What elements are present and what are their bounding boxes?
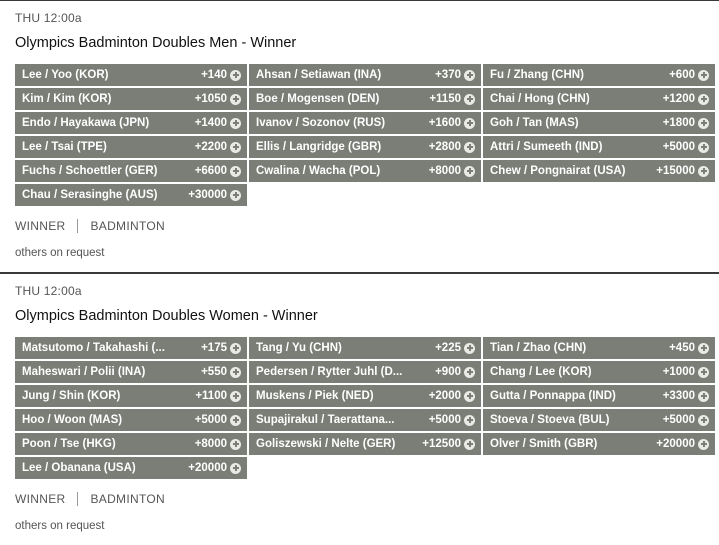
- plus-circle-icon[interactable]: [698, 343, 709, 354]
- outcome-odds: +6600: [194, 165, 227, 177]
- plus-circle-icon[interactable]: [698, 166, 709, 177]
- outcome-selection[interactable]: [249, 385, 483, 409]
- plus-circle-icon[interactable]: [230, 391, 241, 402]
- event-time: THU 12:00a: [15, 284, 82, 298]
- event-tags: [15, 492, 165, 506]
- outcome-selection[interactable]: [249, 337, 483, 361]
- outcome-name: Lee / Yoo (KOR): [22, 69, 109, 81]
- outcome-name: Cwalina / Wacha (POL): [256, 165, 381, 177]
- event-section: [0, 0, 719, 272]
- outcome-price-group: [429, 141, 475, 153]
- plus-circle-icon[interactable]: [464, 343, 475, 354]
- tag-divider: [77, 219, 78, 233]
- outcome-name: Chang / Lee (KOR): [490, 366, 592, 378]
- outcome-price-group: [195, 414, 241, 426]
- outcome-name: Tang / Yu (CHN): [256, 342, 342, 354]
- outcome-price-group: [195, 165, 241, 177]
- outcome-name: Goh / Tan (MAS): [490, 117, 579, 129]
- outcome-grid: [15, 64, 717, 208]
- outcome-price-group: [435, 366, 475, 378]
- outcome-name: Lee / Obanana (USA): [22, 462, 136, 474]
- outcome-selection[interactable]: [483, 64, 717, 88]
- plus-circle-icon[interactable]: [698, 415, 709, 426]
- outcome-price-group: [429, 414, 475, 426]
- outcome-odds: +550: [201, 366, 227, 378]
- outcome-selection[interactable]: [15, 457, 249, 481]
- outcome-selection[interactable]: [249, 112, 483, 136]
- event-section: [0, 272, 719, 544]
- event-time: THU 12:00a: [15, 11, 82, 25]
- event-note: others on request: [15, 520, 105, 532]
- outcome-price-group: [429, 93, 475, 105]
- outcome-odds: +12500: [422, 438, 461, 450]
- outcome-selection[interactable]: [15, 409, 249, 433]
- event-title: Olympics Badminton Doubles Women - Winner: [15, 308, 318, 324]
- outcome-odds: +600: [669, 69, 695, 81]
- outcome-price-group: [663, 93, 709, 105]
- outcome-name: Poon / Tse (HKG): [22, 438, 116, 450]
- outcome-odds: +30000: [188, 189, 227, 201]
- outcome-selection[interactable]: [483, 160, 717, 184]
- outcome-price-group: [435, 342, 475, 354]
- outcome-selection[interactable]: [249, 433, 483, 457]
- outcome-price-group: [429, 390, 475, 402]
- outcome-price-group: [663, 366, 709, 378]
- outcome-price-group: [201, 366, 241, 378]
- outcome-name: Stoeva / Stoeva (BUL): [490, 414, 610, 426]
- outcome-odds: +8000: [428, 165, 461, 177]
- outcome-price-group: [429, 165, 475, 177]
- tag-sport[interactable]: BADMINTON: [90, 219, 165, 233]
- outcome-name: Ivanov / Sozonov (RUS): [256, 117, 386, 129]
- outcome-selection[interactable]: [483, 88, 717, 112]
- plus-circle-icon[interactable]: [698, 367, 709, 378]
- plus-circle-icon[interactable]: [464, 142, 475, 153]
- outcome-price-group: [656, 165, 709, 177]
- outcome-selection[interactable]: [483, 112, 717, 136]
- plus-circle-icon[interactable]: [230, 343, 241, 354]
- outcome-price-group: [663, 390, 709, 402]
- outcome-selection[interactable]: [15, 433, 249, 457]
- outcome-selection[interactable]: [15, 184, 249, 208]
- outcome-price-group: [188, 189, 241, 201]
- tag-sport[interactable]: BADMINTON: [90, 492, 165, 506]
- outcome-selection[interactable]: [483, 361, 717, 385]
- outcome-name: Jung / Shin (KOR): [22, 390, 121, 402]
- outcome-odds: +2200: [194, 141, 227, 153]
- outcome-name: Maheswari / Polii (INA): [22, 366, 146, 378]
- outcome-selection[interactable]: [249, 409, 483, 433]
- outcome-name: Lee / Tsai (TPE): [22, 141, 107, 153]
- outcome-odds: +2800: [428, 141, 461, 153]
- outcome-selection[interactable]: [249, 64, 483, 88]
- outcome-name: Chau / Serasinghe (AUS): [22, 189, 158, 201]
- outcome-selection[interactable]: [483, 385, 717, 409]
- outcome-name: Kim / Kim (KOR): [22, 93, 112, 105]
- plus-circle-icon[interactable]: [230, 94, 241, 105]
- outcome-price-group: [195, 93, 241, 105]
- outcome-name: Gutta / Ponnappa (IND): [490, 390, 616, 402]
- outcome-price-group: [669, 69, 709, 81]
- plus-circle-icon[interactable]: [698, 439, 709, 450]
- plus-circle-icon[interactable]: [230, 166, 241, 177]
- outcome-name: Olver / Smith (GBR): [490, 438, 598, 450]
- plus-circle-icon[interactable]: [464, 391, 475, 402]
- plus-circle-icon[interactable]: [698, 94, 709, 105]
- outcome-name: Fuchs / Schoettler (GER): [22, 165, 158, 177]
- outcome-selection[interactable]: [249, 88, 483, 112]
- plus-circle-icon[interactable]: [698, 391, 709, 402]
- outcome-odds: +225: [435, 342, 461, 354]
- outcome-odds: +1400: [194, 117, 227, 129]
- outcome-odds: +1150: [429, 93, 461, 105]
- plus-circle-icon[interactable]: [464, 367, 475, 378]
- outcome-selection[interactable]: [249, 136, 483, 160]
- outcome-price-group: [435, 69, 475, 81]
- plus-circle-icon[interactable]: [230, 142, 241, 153]
- outcome-name: Chew / Pongnairat (USA): [490, 165, 626, 177]
- outcome-selection[interactable]: [483, 337, 717, 361]
- outcome-odds: +900: [435, 366, 461, 378]
- plus-circle-icon[interactable]: [464, 415, 475, 426]
- outcome-price-group: [422, 438, 475, 450]
- outcome-odds: +5000: [662, 414, 695, 426]
- plus-circle-icon[interactable]: [230, 415, 241, 426]
- plus-circle-icon[interactable]: [230, 118, 241, 129]
- outcome-selection[interactable]: [15, 112, 249, 136]
- outcome-selection[interactable]: [15, 160, 249, 184]
- outcome-odds: +140: [201, 69, 227, 81]
- plus-circle-icon[interactable]: [230, 463, 241, 474]
- tag-market[interactable]: WINNER: [15, 492, 66, 506]
- outcome-selection[interactable]: [249, 361, 483, 385]
- outcome-price-group: [195, 390, 241, 402]
- outcome-odds: +1100: [195, 390, 227, 402]
- plus-circle-icon[interactable]: [698, 142, 709, 153]
- outcome-selection[interactable]: [483, 433, 717, 457]
- outcome-odds: +1600: [428, 117, 461, 129]
- outcome-odds: +370: [435, 69, 461, 81]
- outcome-odds: +3300: [662, 390, 695, 402]
- outcome-price-group: [201, 69, 241, 81]
- outcome-price-group: [669, 342, 709, 354]
- outcome-selection[interactable]: [483, 409, 717, 433]
- outcome-price-group: [195, 438, 241, 450]
- tag-market[interactable]: WINNER: [15, 219, 66, 233]
- outcome-selection[interactable]: [249, 160, 483, 184]
- outcome-name: Goliszewski / Nelte (GER): [256, 438, 396, 450]
- outcome-name: Boe / Mogensen (DEN): [256, 93, 380, 105]
- outcome-name: Supajirakul / Taerattana...: [256, 414, 395, 426]
- outcome-selection[interactable]: [15, 337, 249, 361]
- plus-circle-icon[interactable]: [230, 439, 241, 450]
- event-note: others on request: [15, 247, 105, 259]
- outcome-price-group: [656, 438, 709, 450]
- outcome-name: Attri / Sumeeth (IND): [490, 141, 603, 153]
- plus-circle-icon[interactable]: [698, 118, 709, 129]
- outcome-price-group: [663, 141, 709, 153]
- outcome-selection[interactable]: [483, 136, 717, 160]
- outcome-name: Matsutomo / Takahashi (...: [22, 342, 165, 354]
- outcome-odds: +1000: [662, 366, 695, 378]
- outcome-odds: +175: [201, 342, 227, 354]
- outcome-selection[interactable]: [15, 136, 249, 160]
- outcome-odds: +20000: [656, 438, 695, 450]
- plus-circle-icon[interactable]: [464, 439, 475, 450]
- plus-circle-icon[interactable]: [464, 166, 475, 177]
- outcome-odds: +1800: [662, 117, 695, 129]
- outcome-selection[interactable]: [15, 385, 249, 409]
- tag-divider: [77, 492, 78, 506]
- plus-circle-icon[interactable]: [230, 190, 241, 201]
- outcome-odds: +1200: [662, 93, 695, 105]
- outcome-name: Chai / Hong (CHN): [490, 93, 590, 105]
- plus-circle-icon[interactable]: [698, 70, 709, 81]
- event-tags: [15, 219, 165, 233]
- outcome-odds: +5000: [428, 414, 461, 426]
- outcome-odds: +450: [669, 342, 695, 354]
- plus-circle-icon[interactable]: [230, 367, 241, 378]
- outcome-price-group: [195, 117, 241, 129]
- outcome-name: Hoo / Woon (MAS): [22, 414, 123, 426]
- plus-circle-icon[interactable]: [464, 70, 475, 81]
- outcome-odds: +8000: [194, 438, 227, 450]
- outcome-price-group: [201, 342, 241, 354]
- outcome-name: Fu / Zhang (CHN): [490, 69, 584, 81]
- outcome-name: Ellis / Langridge (GBR): [256, 141, 382, 153]
- outcome-name: Tian / Zhao (CHN): [490, 342, 587, 354]
- outcome-name: Pedersen / Rytter Juhl (D...: [256, 366, 403, 378]
- outcome-odds: +1050: [194, 93, 227, 105]
- outcome-price-group: [663, 414, 709, 426]
- outcome-selection[interactable]: [15, 361, 249, 385]
- outcome-price-group: [429, 117, 475, 129]
- outcome-price-group: [195, 141, 241, 153]
- outcome-price-group: [663, 117, 709, 129]
- outcome-price-group: [188, 462, 241, 474]
- outcome-odds: +5000: [194, 414, 227, 426]
- outcome-name: Ahsan / Setiawan (INA): [256, 69, 382, 81]
- outcome-odds: +20000: [188, 462, 227, 474]
- outcome-name: Endo / Hayakawa (JPN): [22, 117, 150, 129]
- outcome-odds: +15000: [656, 165, 695, 177]
- plus-circle-icon[interactable]: [464, 118, 475, 129]
- outcome-selection[interactable]: [15, 64, 249, 88]
- event-title: Olympics Badminton Doubles Men - Winner: [15, 35, 297, 51]
- outcome-grid: [15, 337, 717, 481]
- plus-circle-icon[interactable]: [230, 70, 241, 81]
- outcome-odds: +5000: [662, 141, 695, 153]
- outcome-name: Muskens / Piek (NED): [256, 390, 374, 402]
- outcome-selection[interactable]: [15, 88, 249, 112]
- plus-circle-icon[interactable]: [464, 94, 475, 105]
- outcome-odds: +2000: [428, 390, 461, 402]
